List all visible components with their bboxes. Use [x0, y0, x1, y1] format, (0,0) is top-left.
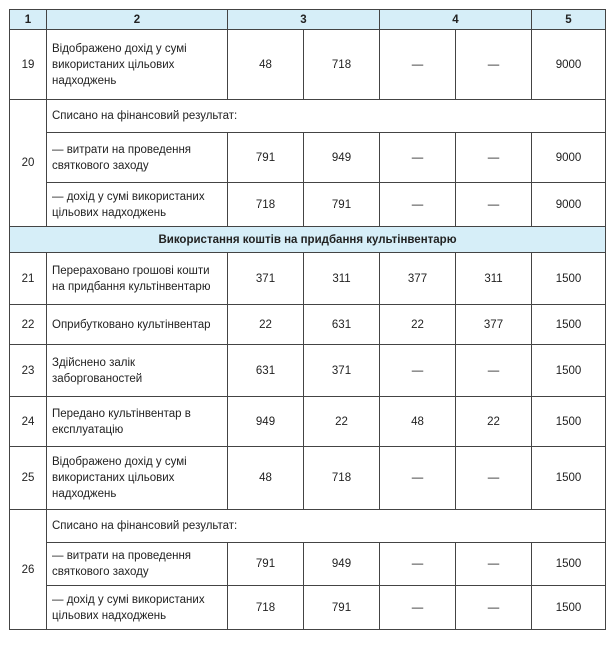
row-number: 26 [10, 510, 47, 630]
table-row [10, 543, 606, 586]
debit-account-4: — [380, 345, 456, 397]
row-description: Здійснено залік заборгованостей [47, 345, 228, 397]
debit-account-3: 48 [228, 447, 304, 510]
debit-account-4: — [380, 30, 456, 100]
row-description: — дохід у сумі використаних цільових надходжень [47, 586, 228, 630]
credit-account-3: 718 [304, 30, 380, 100]
debit-account-4: 22 [380, 305, 456, 345]
row-description: — дохід у сумі використаних цільових надходжень [47, 183, 228, 227]
amount: 1500 [532, 345, 606, 397]
credit-account-4: 377 [456, 305, 532, 345]
amount: 1500 [532, 397, 606, 447]
credit-account-3: 22 [304, 397, 380, 447]
row-description: Передано культінвентар в експлуатацію [47, 397, 228, 447]
amount: 1500 [532, 586, 606, 630]
credit-account-4: — [456, 30, 532, 100]
table-row [10, 586, 606, 630]
row-title: Списано на фінансовий результат: [47, 100, 606, 133]
row-number: 20 [10, 100, 47, 227]
debit-account-4: 377 [380, 253, 456, 305]
header-col-5: 5 [532, 10, 606, 30]
table-row [10, 30, 606, 100]
row-number: 21 [10, 253, 47, 305]
table-row [10, 183, 606, 227]
row-number: 23 [10, 345, 47, 397]
debit-account-4: — [380, 183, 456, 227]
credit-account-4: — [456, 133, 532, 183]
row-description: Відображено дохід у сумі використаних цільових надходжень [47, 30, 228, 100]
table-row [10, 253, 606, 305]
credit-account-3: 631 [304, 305, 380, 345]
table-row [10, 345, 606, 397]
table-row [10, 305, 606, 345]
amount: 9000 [532, 183, 606, 227]
credit-account-4: — [456, 586, 532, 630]
table-row [10, 397, 606, 447]
debit-account-3: 791 [228, 543, 304, 586]
row-number: 22 [10, 305, 47, 345]
credit-account-3: 371 [304, 345, 380, 397]
debit-account-4: — [380, 447, 456, 510]
amount: 9000 [532, 30, 606, 100]
header-col-2: 2 [47, 10, 228, 30]
row-description: — витрати на проведення святкового заходу [47, 133, 228, 183]
amount: 1500 [532, 305, 606, 345]
header-row [10, 10, 606, 30]
debit-account-3: 48 [228, 30, 304, 100]
section-header-row [10, 227, 606, 253]
credit-account-4: — [456, 447, 532, 510]
credit-account-3: 311 [304, 253, 380, 305]
amount: 9000 [532, 133, 606, 183]
debit-account-3: 949 [228, 397, 304, 447]
row-description: — витрати на проведення святкового заходу [47, 543, 228, 586]
accounting-entries-table [9, 9, 606, 630]
header-col-4: 4 [380, 10, 532, 30]
amount: 1500 [532, 253, 606, 305]
credit-account-4: — [456, 543, 532, 586]
row-title: Списано на фінансовий результат: [47, 510, 606, 543]
table-row [10, 447, 606, 510]
credit-account-4: 22 [456, 397, 532, 447]
amount: 1500 [532, 543, 606, 586]
credit-account-3: 718 [304, 447, 380, 510]
credit-account-3: 949 [304, 133, 380, 183]
row-number: 25 [10, 447, 47, 510]
debit-account-4: — [380, 586, 456, 630]
credit-account-3: 949 [304, 543, 380, 586]
debit-account-3: 718 [228, 586, 304, 630]
debit-account-3: 22 [228, 305, 304, 345]
section-title: Використання коштів на придбання культінвентарю [10, 227, 606, 253]
table-row [10, 510, 606, 543]
row-description: Оприбутковано культінвентар [47, 305, 228, 345]
amount: 1500 [532, 447, 606, 510]
credit-account-3: 791 [304, 183, 380, 227]
debit-account-3: 631 [228, 345, 304, 397]
credit-account-4: — [456, 183, 532, 227]
debit-account-3: 791 [228, 133, 304, 183]
accounting-table-container [9, 9, 606, 630]
debit-account-4: — [380, 543, 456, 586]
credit-account-3: 791 [304, 586, 380, 630]
row-description: Перераховано грошові кошти на придбання культінвентарю [47, 253, 228, 305]
credit-account-4: — [456, 345, 532, 397]
table-row [10, 100, 606, 133]
debit-account-4: 48 [380, 397, 456, 447]
header-col-1: 1 [10, 10, 47, 30]
row-number: 19 [10, 30, 47, 100]
header-col-3: 3 [228, 10, 380, 30]
debit-account-3: 718 [228, 183, 304, 227]
credit-account-4: 311 [456, 253, 532, 305]
row-number: 24 [10, 397, 47, 447]
debit-account-3: 371 [228, 253, 304, 305]
row-description: Відображено дохід у сумі використаних цільових надходжень [47, 447, 228, 510]
table-row [10, 133, 606, 183]
debit-account-4: — [380, 133, 456, 183]
